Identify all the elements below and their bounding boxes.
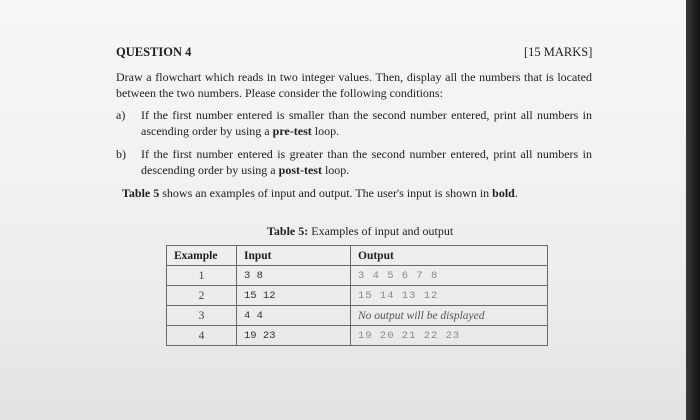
cell-input: 19 23: [237, 326, 351, 346]
condition-label: a): [116, 108, 126, 122]
condition-b: [116, 147, 592, 178]
condition-label: b): [116, 147, 126, 161]
cell-example: 1: [167, 266, 237, 286]
condition-text: If the first number entered is smaller than the second number entered, print all numbers in ascending order by using a pre-test loop.: [141, 108, 592, 138]
condition-keyword: post-test: [278, 162, 322, 177]
cell-example: 4: [167, 326, 237, 346]
table-row: [167, 286, 548, 306]
question-marks: [15 MARKS]: [524, 45, 593, 59]
header-output: Output: [351, 246, 548, 266]
table-row: [167, 306, 548, 326]
question-title: QUESTION 4: [116, 45, 192, 59]
condition-a: [116, 108, 592, 139]
cell-input: 15 12: [237, 286, 351, 306]
table-caption: Table 5: Examples of input and output: [267, 224, 454, 238]
cell-input: 3 8: [237, 266, 351, 286]
cell-output: 19 20 21 22 23: [351, 326, 548, 346]
cell-example: 3: [167, 306, 237, 326]
cell-output: 3 4 5 6 7 8: [351, 266, 548, 286]
examples-table: [166, 245, 548, 346]
condition-text: If the first number entered is greater than the second number entered, print all numbers in descending order by using a post-test loop.: [141, 147, 592, 177]
cell-output: No output will be displayed: [351, 306, 548, 326]
cell-input: 4 4: [237, 306, 351, 326]
dark-background-edge: [686, 0, 700, 420]
table-header-row: [167, 246, 548, 266]
cell-output: 15 14 13 12: [351, 286, 548, 306]
table-ref: Table 5: [122, 186, 160, 200]
header-example: Example: [167, 246, 237, 266]
header-input: Input: [237, 246, 351, 266]
table-intro: Table 5 shows an examples of input and output. The user's input is shown in bold.: [122, 186, 518, 200]
condition-keyword: pre-test: [272, 123, 312, 138]
table-row: [167, 326, 548, 346]
cell-example: 2: [167, 286, 237, 306]
question-intro: Draw a flowchart which reads in two integer values. Then, display all the numbers that is located between the two numbers. Please consider the following conditions:: [116, 70, 592, 100]
table-row: [167, 266, 548, 286]
